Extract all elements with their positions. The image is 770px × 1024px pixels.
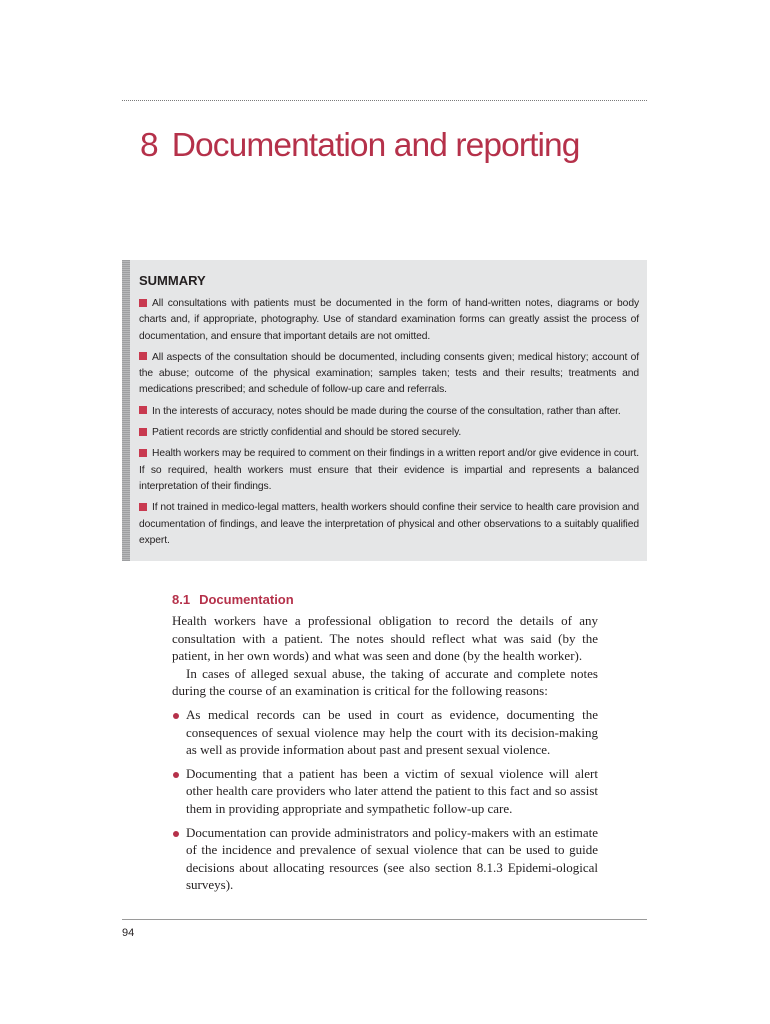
footer-divider — [122, 919, 647, 920]
section-title: Documentation — [199, 592, 294, 607]
list-item-text: Documentation can provide administrators and policy-makers with an estimate of the incidence and prevalence of sexual violence that can be used to guide decisions about allocating resources (see also section 8.1.3 Epidemi-ological surveys). — [186, 824, 598, 893]
red-dot-icon — [173, 713, 179, 719]
summary-item — [139, 446, 639, 495]
list-item — [172, 706, 598, 759]
red-square-icon — [139, 449, 147, 457]
list-item — [172, 824, 598, 894]
summary-content — [139, 273, 639, 554]
body-paragraph: In cases of alleged sexual abuse, the taking of accurate and complete notes during the course of an examination is critical for the following reasons: — [172, 665, 598, 699]
summary-box — [122, 260, 647, 561]
summary-item — [139, 350, 639, 399]
summary-item-text: In the interests of accuracy, notes should be made during the course of the consultation, rather than after. — [152, 405, 621, 417]
summary-item — [139, 404, 639, 420]
list-item — [172, 765, 598, 818]
section-heading — [172, 592, 294, 607]
red-square-icon — [139, 299, 147, 307]
chapter-number: 8 — [140, 127, 158, 164]
section-number: 8.1 — [172, 592, 191, 607]
summary-item-text: If not trained in medico-legal matters, health workers should confine their service to health care provision and documentation of findings, and leave the interpretation of physical and other observations to a suitably qualified expert. — [139, 502, 639, 546]
summary-item-text: All consultations with patients must be documented in the form of hand-written notes, diagrams or body charts and, if appropriate, photography. Use of standard examination forms can greatly assist the process of documentation, and ensure that important details are not omitted. — [139, 298, 639, 342]
chapter-title-text: Documentation and reporting — [171, 127, 580, 164]
summary-item-text: Health workers may be required to comment on their findings in a written report and/or give evidence in court. If so required, health workers must ensure that their evidence is impartial and represents a balanced interpretation of their findings. — [139, 448, 639, 492]
red-square-icon — [139, 352, 147, 360]
red-dot-icon — [173, 831, 179, 837]
list-item-text: Documenting that a patient has been a victim of sexual violence will alert other health care providers who later attend the patient to this fact and so assist them in providing appropriate and sympathetic follow-up care. — [186, 765, 598, 816]
summary-item-text: Patient records are strictly confidential and should be stored securely. — [152, 427, 462, 439]
summary-item — [139, 425, 639, 441]
summary-item — [139, 296, 639, 345]
list-item-text: As medical records can be used in court as evidence, documenting the consequences of sexual violence may help the court with its decision-making as well as provide information about past and present sexual violence. — [186, 706, 598, 758]
section-body — [172, 612, 598, 900]
body-paragraph: Health workers have a professional obligation to record the details of any consultation with a patient. The notes should reflect what was said (by the patient, in her own words) and what was seen and done (by the health worker). — [172, 613, 598, 664]
red-square-icon — [139, 503, 147, 511]
red-square-icon — [139, 406, 147, 414]
red-dot-icon — [173, 772, 179, 778]
top-divider — [122, 100, 647, 101]
summary-item — [139, 500, 639, 549]
reasons-list — [172, 706, 598, 894]
summary-heading: SUMMARY — [139, 273, 206, 288]
summary-side-bar — [122, 260, 130, 561]
red-square-icon — [139, 428, 147, 436]
page-number: 94 — [122, 927, 135, 939]
chapter-title — [140, 127, 579, 165]
summary-item-text: All aspects of the consultation should be documented, including consents given; medical history; account of the abuse; outcome of the physical examination; samples taken; tests and their results; treatments and medications prescribed; and schedule of follow-up care and referrals. — [139, 351, 639, 396]
